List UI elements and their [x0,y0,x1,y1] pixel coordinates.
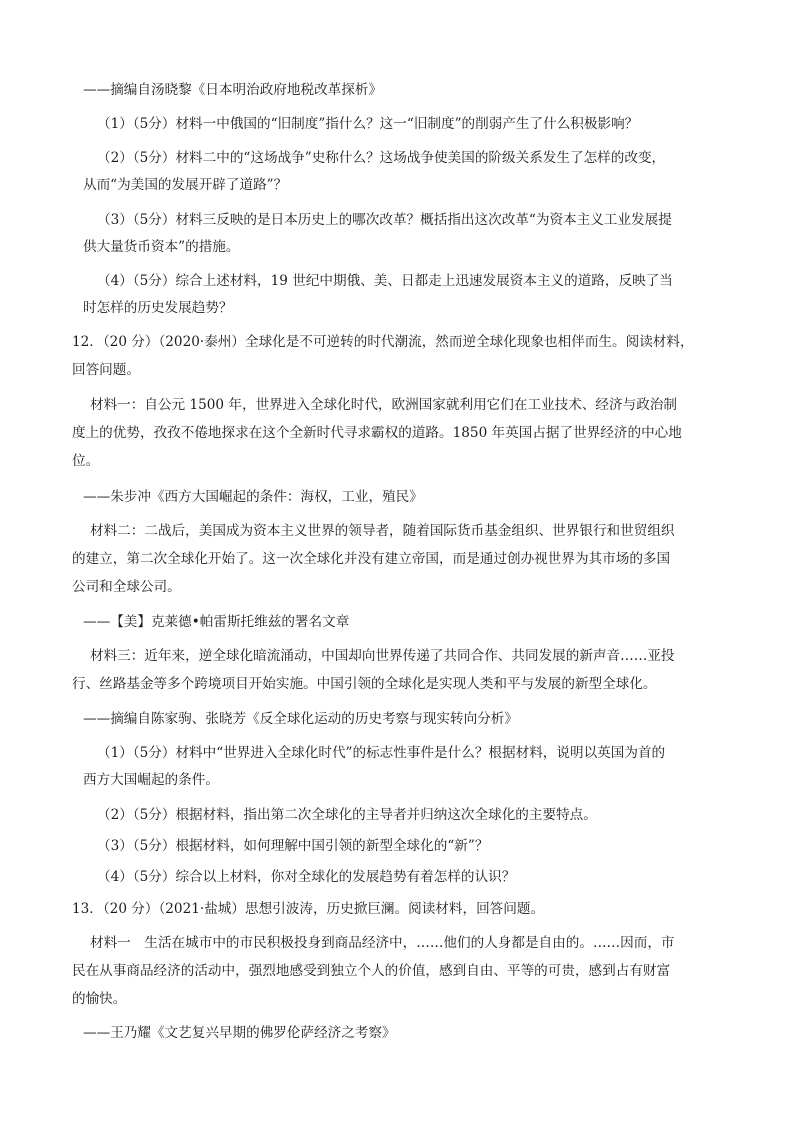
sub-question: （1）（5分）材料一中俄国的“旧制度”指什么？这一“旧制度”的削弱产生了什么积极影响？ [97,116,639,132]
sub-question-continuation: 西方大国崛起的条件。 [83,772,219,788]
material-text: 材料二：二战后，美国成为资本主义世界的领导者，随着国际货币基金组织、世界银行和世贸组织 [90,523,675,539]
material-text: 行、丝路基金等多个跨境项目开始实施。中国引领的全球化是实现人类和平与发展的新型全球化。 [72,676,657,692]
material-text: 位。 [72,453,100,469]
sub-question: （3）（5分）材料三反映的是日本历史上的哪次改革？概括指出这次改革“为资本主义工业发展提 [97,212,672,228]
question-continuation: 回答问题。 [72,362,140,378]
question-12: 12．（20 分）（2020·泰州）全球化是不可逆转的时代潮流，然而逆全球化现象也相伴而生。阅读材料， [72,334,694,350]
material-text: 民在从事商品经济的活动中，强烈地感受到独立个人的价值，感到自由、平等的可贵，感到占有财富 [72,963,671,979]
question-13: 13．（20 分）（2021·盐城）思想引波涛，历史掀巨澜。阅读材料，回答问题。 [72,901,545,917]
source-citation: ——摘编自汤晓黎《日本明治政府地税改革探析》 [83,82,383,98]
material-text: 的建立，第二次全球化开始了。这一次全球化并没有建立帝国，而是通过创办视世界为其市场的多国 [72,551,671,567]
sub-question: （1）（5分）材料中“世界进入全球化时代”的标志性事件是什么？根据材料，说明以英国为首的 [97,745,666,761]
material-text: 材料一 生活在城市中的市民积极投身到商品经济中，……他们的人身都是自由的。……因而，市 [90,935,675,951]
sub-question: （4）（5分）综合上述材料，19 世纪中期俄、美、日都走上迅速发展资本主义的道路，反映了当 [97,273,673,289]
source-citation: ——【美】克莱德•帕雷斯托维兹的署名文章 [83,614,350,630]
material-text: 材料一：自公元 1500 年，世界进入全球化时代，欧洲国家就利用它们在工业技术、经济与政治制 [90,397,677,413]
sub-question: （2）（5分）根据材料，指出第二次全球化的主导者并归纳这次全球化的主要特点。 [97,807,597,823]
source-citation: ——摘编自陈家驹、张晓芳《反全球化运动的历史考察与现实转向分析》 [83,711,518,727]
sub-question: （2）（5分）材料二中的“这场战争”史称什么？这场战争使美国的阶级关系发生了怎样的改变， [97,150,666,166]
material-text: 材料三：近年来，逆全球化暗流涌动，中国却向世界传递了共同合作、共同发展的新声音……亚投 [90,648,675,664]
source-citation: ——王乃耀《文艺复兴早期的佛罗伦萨经济之考察》 [83,1025,396,1041]
source-citation: ——朱步冲《西方大国崛起的条件：海权，工业，殖民》 [83,489,423,505]
material-text: 公司和全球公司。 [72,579,181,595]
sub-question-continuation: 时怎样的历史发展趋势？ [83,300,233,316]
sub-question: （4）（5分）综合以上材料，你对全球化的发展趋势有着怎样的认识？ [97,869,516,885]
sub-question: （3）（5分）根据材料，如何理解中国引领的新型全球化的“新”？ [97,838,489,854]
sub-question-continuation: 从而“为美国的发展开辟了道路”？ [83,177,288,193]
sub-question-continuation: 供大量货币资本”的措施。 [83,239,240,255]
material-text: 的愉快。 [72,991,127,1007]
material-text: 度上的优势，孜孜不倦地探求在这个全新时代寻求霸权的道路。1850 年英国占据了世界经济的中心地 [72,425,682,441]
